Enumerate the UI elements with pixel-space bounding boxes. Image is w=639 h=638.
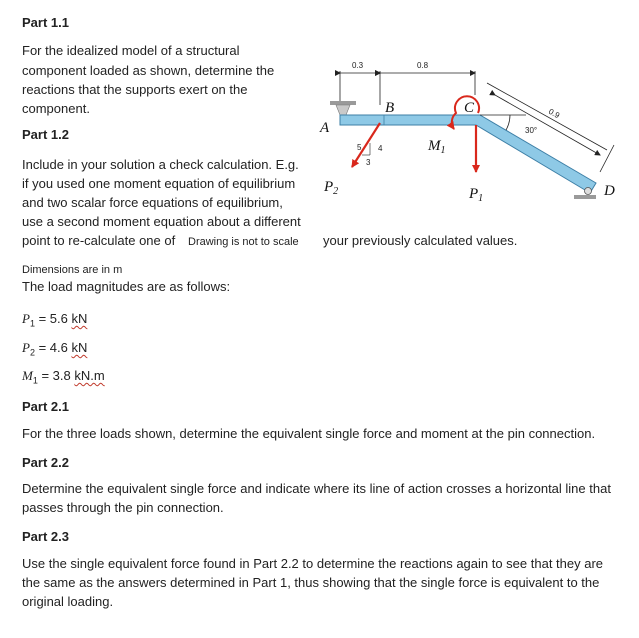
part-2-2-line: passes through the pin connection. bbox=[22, 500, 224, 515]
angle-label: 30° bbox=[525, 126, 538, 135]
part-1-2-line: Include in your solution a check calculation. E.g. bbox=[22, 157, 299, 172]
part-1-1-heading: Part 1.1 bbox=[22, 15, 69, 30]
part-1-2-line: use a second moment equation about a different bbox=[22, 214, 301, 229]
load-p2: $P_2 = 4.6$ kN bbox=[22, 340, 88, 358]
part-2-1-text: For the three loads shown, determine the equivalent single force and moment at the pin connection. bbox=[22, 426, 596, 441]
dim-0-8: 0.8 bbox=[417, 61, 429, 70]
label-a: A bbox=[320, 120, 330, 136]
slope-4: 4 bbox=[378, 144, 383, 153]
part-1-1-line: component. bbox=[22, 101, 90, 116]
part-2-2-line: Determine the equivalent single force and indicate where its line of action crosses a horizontal line that bbox=[22, 481, 611, 496]
structure-diagram bbox=[310, 55, 639, 235]
label-d: D bbox=[604, 183, 615, 199]
part-2-3-line: original loading. bbox=[22, 594, 114, 609]
part-1-1-line: reactions that the supports exert on the bbox=[22, 82, 248, 97]
part-2-2-heading: Part 2.2 bbox=[22, 455, 69, 470]
part-2-3-line: Use the single equivalent force found in Part 2.2 to determine the reactions again to see that they are bbox=[22, 556, 604, 571]
figure-caption: Drawing is not to scale bbox=[188, 236, 299, 248]
units-note: Dimensions are in m bbox=[22, 264, 123, 276]
slope-3: 3 bbox=[366, 158, 371, 167]
dim-0-9: 0.9 bbox=[547, 106, 562, 121]
part-2-3-heading: Part 2.3 bbox=[22, 529, 69, 544]
part-2-1-heading: Part 2.1 bbox=[22, 399, 69, 414]
part-1-2-heading: Part 1.2 bbox=[22, 127, 69, 142]
part-1-1-line: For the idealized model of a structural bbox=[22, 43, 240, 58]
part-2-3-line: the same as the answers determined in Part 1, thus showing that the single force is equivalent to the bbox=[22, 575, 600, 590]
part-1-2-line: if you used one moment equation of equilibrium bbox=[22, 176, 296, 191]
label-p1: $P_1$ bbox=[469, 186, 484, 204]
part-1-2-line-before: point to re-calculate one of bbox=[22, 233, 176, 248]
label-p2: $P_2$ bbox=[324, 179, 339, 197]
dim-0-3: 0.3 bbox=[352, 61, 364, 70]
part-1-2-line: and two scalar force equations of equilibrium, bbox=[22, 195, 283, 210]
label-c: C bbox=[464, 100, 475, 116]
load-p1: $P_1 = 5.6$ kN bbox=[22, 311, 88, 329]
slope-5: 5 bbox=[357, 143, 362, 152]
loads-intro: The load magnitudes are as follows: bbox=[22, 279, 231, 294]
label-m1: $M_1$ bbox=[428, 138, 446, 156]
part-1-2-line-after: your previously calculated values. bbox=[323, 233, 518, 248]
label-b: B bbox=[385, 100, 395, 116]
load-m1: $M_1 = 3.8$ kN.m bbox=[22, 368, 105, 386]
part-1-1-line: component loaded as shown, determine the bbox=[22, 63, 275, 78]
